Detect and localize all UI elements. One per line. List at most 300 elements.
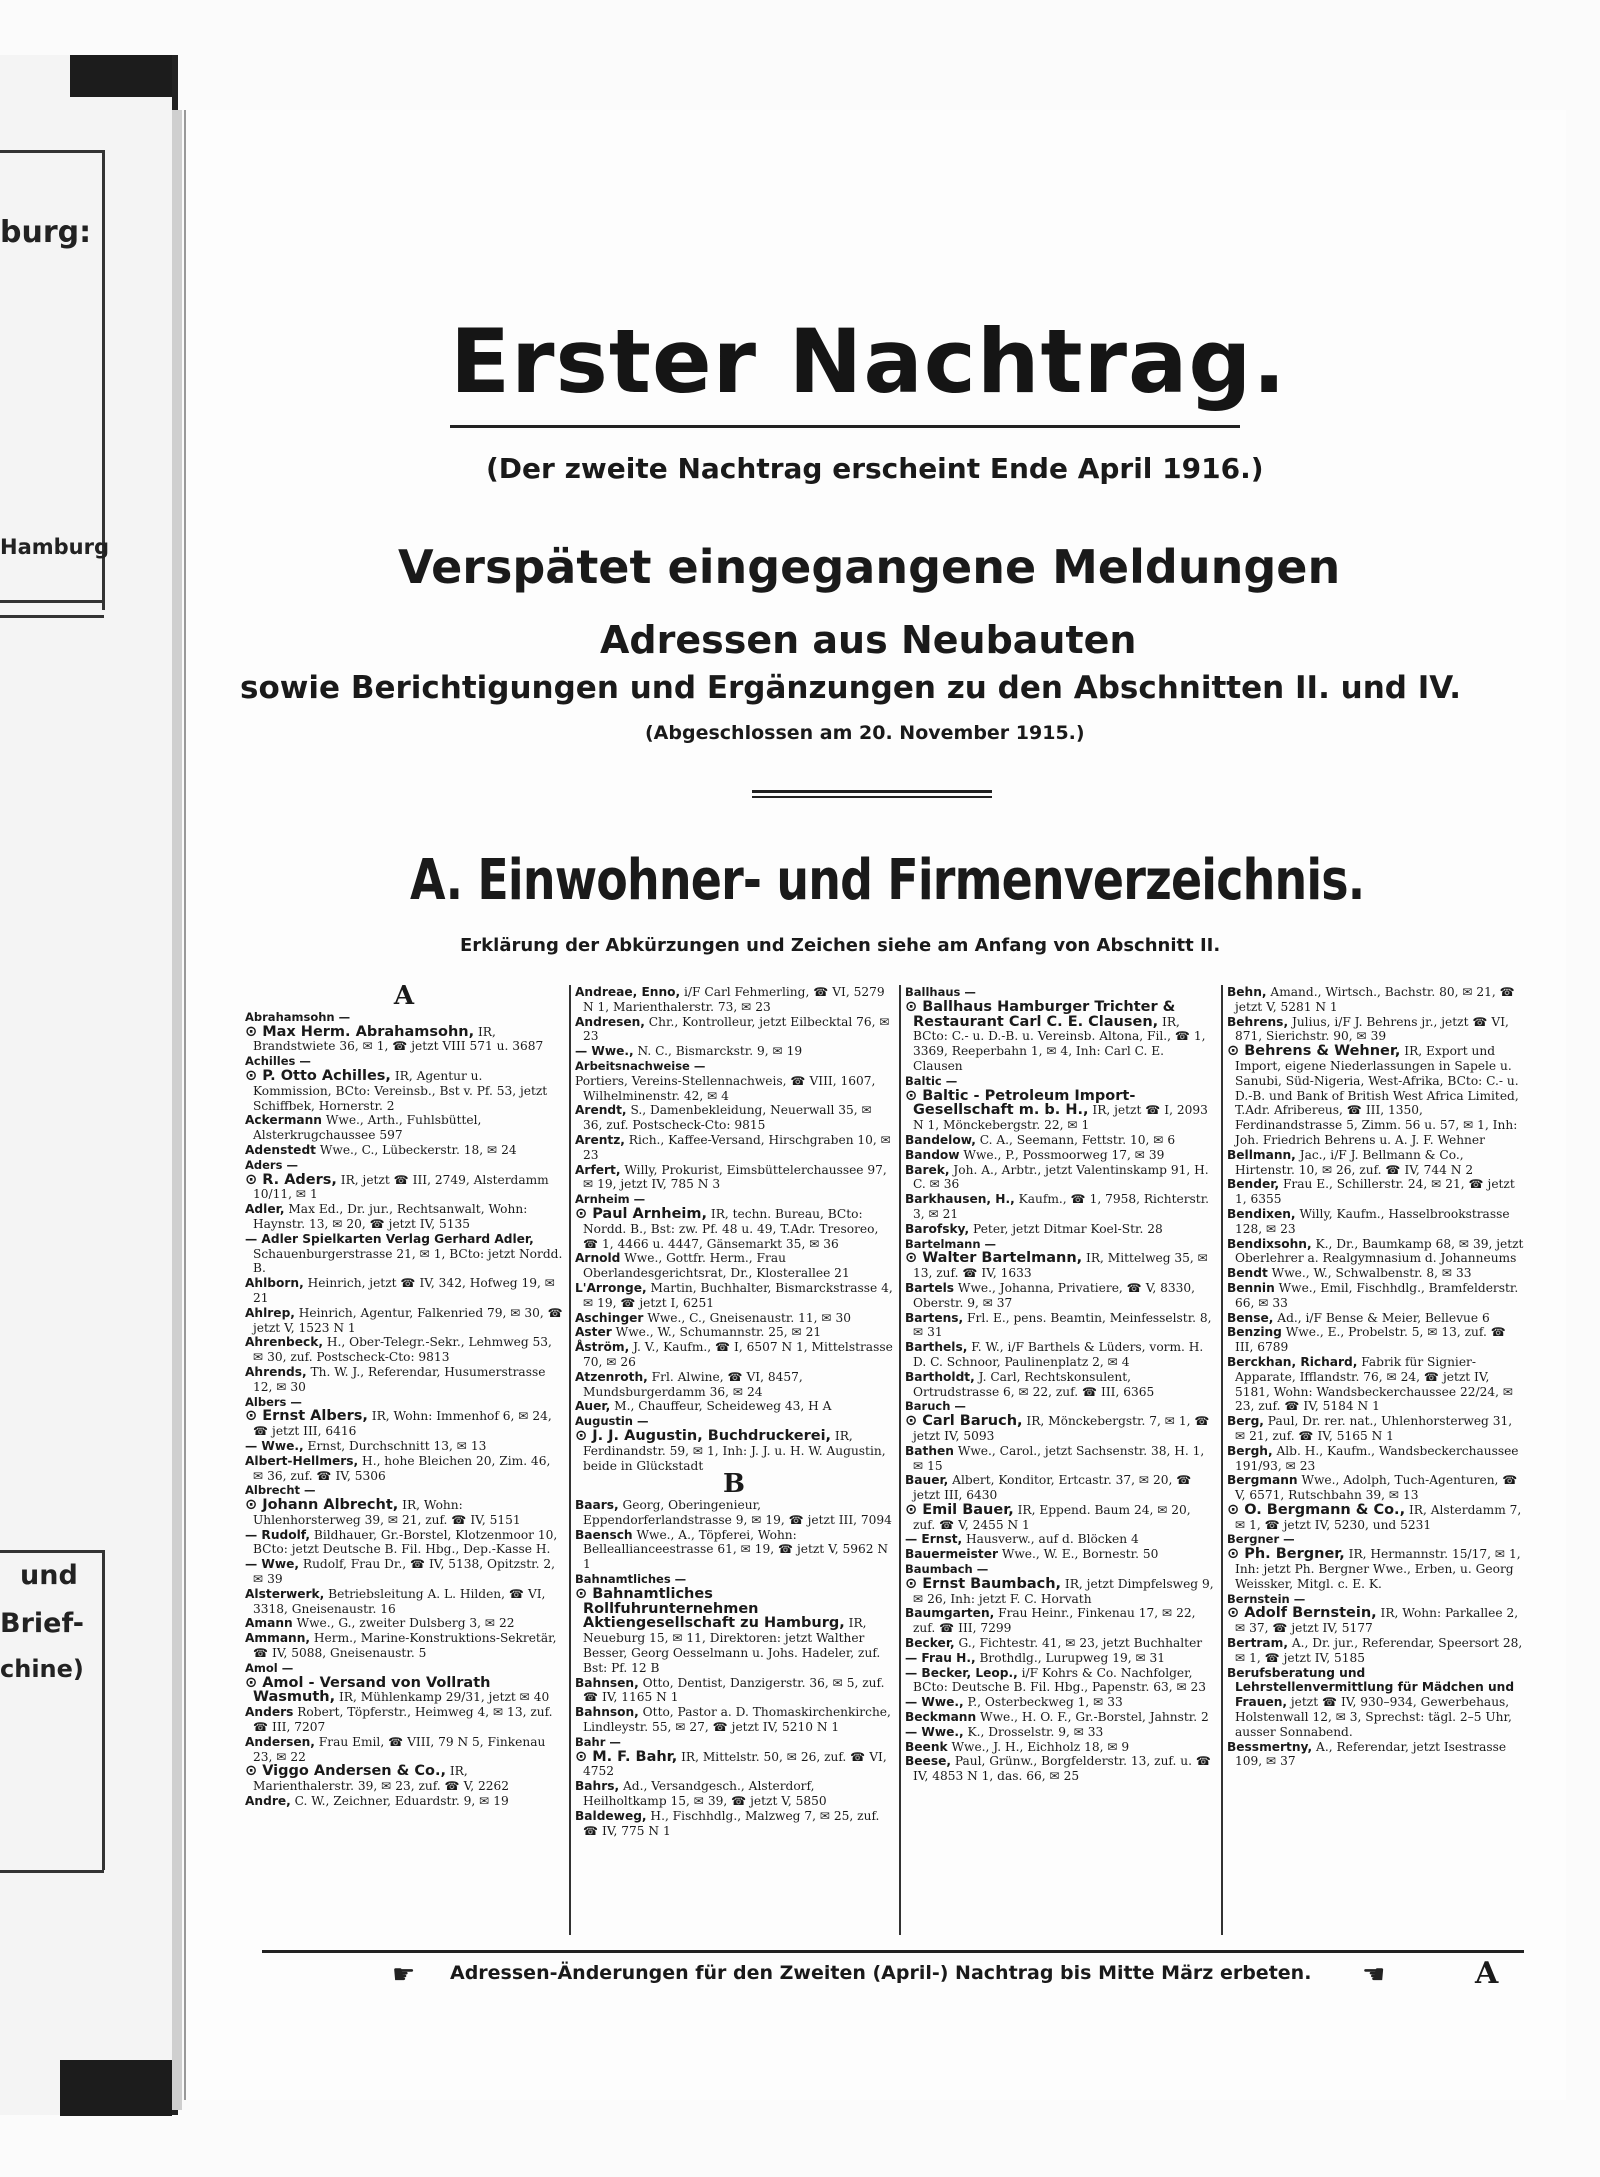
- directory-entry: [905, 1340, 1215, 1370]
- entry-name: — Wwe,: [245, 1557, 300, 1572]
- entry-name: Bahnsen,: [575, 1675, 639, 1690]
- entry-name: Bauer,: [905, 1473, 949, 1488]
- column-divider: [569, 985, 571, 1935]
- entry-name: Bandow: [905, 1147, 960, 1162]
- directory-entry: [905, 1606, 1215, 1636]
- entry-name: Amann: [245, 1616, 293, 1631]
- entry-details: A., Dr. jur., Referendar, Speersort 28, ✉ 1, ☎ jetzt IV, 5185: [1235, 1636, 1523, 1665]
- entry-name: — Adler Spielkarten Verlag Gerhard Adler,: [245, 1231, 534, 1246]
- directory-entry: [1227, 1044, 1525, 1148]
- entry-name: Andre,: [245, 1794, 291, 1809]
- directory-entry: [1227, 1325, 1525, 1355]
- entry-name: Baumgarten,: [905, 1606, 995, 1621]
- directory-entry: [905, 1547, 1215, 1562]
- entry-details: J. Carl, Rechtskonsulent, Ortrudstrasse 6, ✉ 22, zuf. ☎ III, 6365: [913, 1369, 1155, 1399]
- directory-entry: [575, 1528, 893, 1572]
- entry-name: Baensch: [575, 1527, 633, 1542]
- entry-name: ⊙ Emil Bauer,: [905, 1501, 1014, 1518]
- entry-name: Anders: [245, 1705, 294, 1720]
- entry-name: — Becker, Leop.,: [905, 1665, 1018, 1680]
- section-letter: B: [723, 1469, 745, 1500]
- entry-details: M., Chauffeur, Scheideweg 43, H A: [610, 1399, 832, 1414]
- directory-entry: [575, 1163, 893, 1193]
- entry-details: Herm., Marine-Konstruktions-Sekretär, ☎ IV, 5088, Gneisenaustr. 5: [253, 1631, 557, 1661]
- entry-name: Adler,: [245, 1202, 285, 1217]
- entry-details: IR, Mittelweg 35, ✉ 13, zuf. ☎ IV, 1633: [913, 1251, 1208, 1281]
- directory-entry: [245, 1306, 563, 1336]
- entry-details: Frau Emil, ☎ VIII, 79 N 5, Finkenau 23, ✉ 22: [253, 1734, 546, 1764]
- category-heading: Baruch —: [905, 1399, 966, 1414]
- entry-details: IR, Alsterdamm 7, ✉ 1, ☎ jetzt IV, 5230, und 5231: [1235, 1502, 1522, 1532]
- subtitle: (Der zweite Nachtrag erscheint Ende April 1916.): [486, 452, 1264, 485]
- entry-name: Andreae, Enno,: [575, 985, 681, 999]
- category-heading: Albrecht —: [245, 1483, 316, 1498]
- entry-name: Bartels: [905, 1280, 955, 1295]
- directory-entry: [905, 1473, 1215, 1503]
- directory-entry: [245, 1764, 563, 1794]
- entry-details: Wwe., A., Töpferei, Wohn: Belleallianceestrasse 61, ✉ 19, ☎ jetzt V, 5962 N 1: [583, 1527, 889, 1572]
- entry-name: Bennin: [1227, 1280, 1275, 1295]
- entry-details: Georg, Oberingenieur, Eppendorferlandstrasse 9, ✉ 19, ☎ jetzt III, 7094: [583, 1498, 892, 1527]
- entry-details: Rudolf, Frau Dr., ☎ IV, 5138, Opitzstr. 2, ✉ 39: [253, 1557, 556, 1587]
- entry-details: Wwe., G., zweiter Dulsberg 3, ✉ 22: [292, 1616, 515, 1631]
- entry-name: Ackermann: [245, 1113, 322, 1128]
- heading-late-reports: Verspätet eingegangene Meldungen: [398, 540, 1341, 594]
- directory-entry: [245, 1365, 563, 1395]
- directory-entry: [245, 1631, 563, 1661]
- entry-details: Paul, Dr. rer. nat., Uhlenhorsterweg 31, ✉ 21, zuf. ☎ IV, 5165 N 1: [1235, 1414, 1513, 1443]
- entry-details: Otto, Dentist, Danzigerstr. 36, ✉ 5, zuf. ☎ IV, 1165 N 1: [583, 1675, 885, 1705]
- entry-name: Auer,: [575, 1399, 611, 1414]
- category-heading: Ballhaus —: [905, 985, 976, 999]
- entry-details: Peter, jetzt Ditmar Koel-Str. 28: [969, 1221, 1163, 1236]
- entry-details: IR, Export und Import, eigene Niederlassungen in Sapele u. Sanubi, Süd-Nigeria, West-Afrika, BCto: C.- u. D.-B. und Bank of British West Africa Limited, T.Adr. Afribereus, ☎ III, 1350, Ferdinandstrasse 5, Zimm. 56 u. 57, ✉ 1, Inh: Joh. Friedrich Behrens u. A. J. F. Wehner: [1235, 1044, 1519, 1147]
- footer-section-letter: A: [1475, 1956, 1499, 1991]
- entry-name: Bendixen,: [1227, 1206, 1296, 1221]
- directory-entry: [575, 1676, 893, 1706]
- entry-details: IR, Agentur u. Kommission, BCto: Vereinsb., Bst v. Pf. 53, jetzt Schiffbek, Hornerstr. 2: [253, 1068, 548, 1113]
- directory-entry: [905, 1636, 1215, 1651]
- directory-entry: [905, 1163, 1215, 1193]
- entry-details: Chr., Kontrolleur, jetzt Eilbecktal 76, ✉ 23: [583, 1014, 890, 1044]
- directory-entry: [245, 1587, 563, 1617]
- directory-entry: [575, 1325, 893, 1340]
- directory-entry: [245, 1705, 563, 1735]
- directory-entry: [905, 1651, 1215, 1666]
- directory-entry: [575, 1015, 893, 1045]
- left-page-rule: [0, 150, 104, 153]
- entry-details: Paul, Grünw., Borgfelderstr. 13, zuf. u. ☎ IV, 4853 N 1, das. 66, ✉ 25: [913, 1754, 1212, 1784]
- entry-details: Fabrik für Signier-Apparate, Ifflandstr. 76, ✉ 24, ☎ jetzt IV, 5181, Wohn: Wandsbeckerchaussee 22/24, ✉ 23, zuf. ☎ IV, 5184 N 1: [1235, 1354, 1514, 1414]
- directory-column-3: [905, 985, 1215, 1935]
- entry-details: IR, Brandstwiete 36, ✉ 1, ☎ jetzt VIII 571 u. 3687: [253, 1024, 544, 1054]
- directory-entry: [1227, 1444, 1525, 1474]
- entry-name: Behn,: [1227, 985, 1267, 999]
- entry-details: Ad., Versandgesch., Alsterdorf, Heilholtkamp 15, ✉ 39, ☎ jetzt V, 5850: [583, 1779, 827, 1809]
- entry-details: Wwe., Emil, Fischhdlg., Bramfelderstr. 66, ✉ 33: [1235, 1280, 1519, 1310]
- entry-details: Rich., Kaffee-Versand, Hirschgraben 10, ✉ 23: [583, 1132, 891, 1162]
- entry-name: Andersen,: [245, 1734, 315, 1749]
- entry-name: — Wwe.,: [575, 1044, 634, 1059]
- directory-entry: [905, 1444, 1215, 1474]
- entry-name: ⊙ Ernst Baumbach,: [905, 1575, 1062, 1592]
- entry-details: i/F Kohrs & Co. Nachfolger, BCto: Deutsche B. Fil. Hbg., Papenstr. 63, ✉ 23: [913, 1665, 1207, 1695]
- entry-details: Julius, i/F J. Behrens jr., jetzt ☎ VI, 871, Sierichstr. 90, ✉ 39: [1235, 1014, 1509, 1044]
- entry-details: Wwe., P., Possmoorweg 17, ✉ 39: [959, 1147, 1165, 1162]
- section-title: A. Einwohner- und Firmenverzeichnis.: [410, 848, 1365, 913]
- entry-name: Ahrends,: [245, 1364, 307, 1379]
- entry-details: Frl. E., pens. Beamtin, Meinfesselstr. 8, ✉ 31: [913, 1310, 1212, 1340]
- entry-details: jetzt ☎ IV, 930–934, Gewerbehaus, Holstenwall 12, ✉ 3, Sprechst: tägl. 2–5 Uhr, ausser Sonnabend.: [1235, 1695, 1512, 1739]
- title-underline: [450, 425, 1240, 428]
- directory-entry: [905, 1192, 1215, 1222]
- pointing-hand-icon: ☚: [1362, 1960, 1386, 1990]
- entry-name: ⊙ Behrens & Wehner,: [1227, 1043, 1401, 1060]
- left-page-rule: [0, 615, 104, 618]
- directory-entry: [905, 1000, 1215, 1074]
- entry-name: Bandelow,: [905, 1132, 976, 1147]
- directory-entry: [575, 1251, 893, 1281]
- entry-name: ⊙ Walter Bartelmann,: [905, 1250, 1083, 1267]
- entry-name: Behrens,: [1227, 1014, 1289, 1029]
- entry-name: ⊙ R. Aders,: [245, 1171, 337, 1188]
- directory-entry: [245, 1735, 563, 1765]
- entry-name: ⊙ Baltic - Petroleum Import-Gesellschaft m. b. H.,: [905, 1087, 1136, 1119]
- category-heading: Achilles —: [245, 1054, 311, 1069]
- entry-details: Wwe., E., Probelstr. 5, ✉ 13, zuf. ☎ III, 6789: [1235, 1325, 1506, 1355]
- entry-details: Otto, Pastor a. D. Thomaskirchenkirche, Lindleystr. 55, ✉ 27, ☎ jetzt IV, 5210 N 1: [583, 1705, 891, 1735]
- entry-name: ⊙ Bahnamtliches Rollfuhrunternehmen Aktiengesellschaft zu Hamburg,: [575, 1585, 845, 1632]
- entry-name: Bathen: [905, 1443, 954, 1458]
- category-heading: Baumbach —: [905, 1562, 989, 1577]
- directory-entry: [905, 1695, 1215, 1710]
- entry-details: A., Referendar, jetzt Isestrasse 109, ✉ 37: [1235, 1739, 1507, 1769]
- entry-details: S., Damenbekleidung, Neuerwall 35, ✉ 36, zuf. Postscheck-Cto: 9815: [583, 1103, 872, 1133]
- entry-name: ⊙ Carl Baruch,: [905, 1413, 1023, 1430]
- category-heading: Albers —: [245, 1394, 302, 1409]
- directory-entry: [575, 1705, 893, 1735]
- entry-name: Baldeweg,: [575, 1808, 647, 1823]
- directory-columns: [245, 985, 1525, 1935]
- directory-entry: [1227, 1473, 1525, 1503]
- directory-entry: [905, 1148, 1215, 1163]
- entry-details: IR, Ferdinandstr. 59, ✉ 1, Inh: J. J. u. H. W. Augustin, beide in Glückstadt: [583, 1428, 886, 1473]
- heading-corrections: sowie Berichtigungen und Ergänzungen zu den Abschnitten II. und IV.: [240, 670, 1462, 706]
- entry-details: Ad., i/F Bense & Meier, Bellevue 6: [1273, 1310, 1490, 1325]
- entry-name: Bahnson,: [575, 1705, 639, 1720]
- entry-details: IR, techn. Bureau, BCto: Nordd. B., Bst: zw. Pf. 48 u. 49, T.Adr. Tresoreo, ☎ 1, 4466 u. 4447, Gänsemarkt 35, ✉ 36: [583, 1206, 879, 1251]
- entry-name: Ahlborn,: [245, 1276, 304, 1291]
- entry-details: Wwe., Adolph, Tuch-Agenturen, ☎ V, 6571, Rutschbahn 39, ✉ 13: [1235, 1473, 1518, 1503]
- entry-details: Kaufm., ☎ 1, 7958, Richterstr. 3, ✉ 21: [913, 1192, 1210, 1221]
- entry-name: Bauermeister: [905, 1547, 998, 1562]
- entry-details: H., hohe Bleichen 20, Zim. 46, ✉ 36, zuf. ☎ IV, 5306: [253, 1453, 551, 1483]
- directory-entry: [905, 1503, 1215, 1533]
- category-heading: Aders —: [245, 1157, 298, 1172]
- section-letter: A: [393, 985, 415, 1011]
- directory-entry: [245, 1498, 563, 1528]
- entry-details: Martin, Buchhalter, Bismarckstrasse 4, ✉ 19, ☎ jetzt I, 6251: [583, 1280, 893, 1310]
- entry-name: ⊙ J. J. Augustin, Buchdruckerei,: [575, 1427, 832, 1444]
- entry-name: Alsterwerk,: [245, 1586, 325, 1601]
- category-heading: Abrahamsohn —: [245, 1009, 351, 1024]
- entry-details: Heinrich, Agentur, Falkenried 79, ✉ 30, ☎ jetzt V, 1523 N 1: [253, 1305, 563, 1335]
- entry-details: Jac., i/F J. Bellmann & Co., Hirtenstr. 10, ✉ 26, zuf. ☎ IV, 744 N 2: [1235, 1147, 1474, 1177]
- entry-name: Bessmertny,: [1227, 1739, 1313, 1754]
- category-heading: Bergner —: [1227, 1532, 1295, 1547]
- directory-entry: [245, 1676, 563, 1706]
- entry-details: IR, jetzt ☎ I, 2093 N 1, Mönckebergstr. 22, ✉ 1: [913, 1103, 1208, 1133]
- directory-entry: [245, 1202, 563, 1232]
- entry-name: Arnold: [575, 1251, 621, 1266]
- entry-details: J. V., Kaufm., ☎ I, 6507 N 1, Mittelstrasse 70, ✉ 26: [583, 1340, 893, 1369]
- entry-name: ⊙ Ph. Bergner,: [1227, 1546, 1345, 1563]
- entry-name: Becker,: [905, 1636, 955, 1651]
- directory-entry: [1227, 1666, 1525, 1740]
- entry-details: IR, Wohn: Immenhof 6, ✉ 24, ☎ jetzt III, 6416: [253, 1409, 552, 1439]
- directory-entry: [905, 1281, 1215, 1311]
- directory-entry: [905, 1222, 1215, 1237]
- entry-details: IR, Wohn: Uhlenhorsterweg 39, ✉ 21, zuf. ☎ IV, 5151: [253, 1498, 521, 1527]
- directory-entry: [905, 1740, 1215, 1755]
- directory-entry: [575, 1207, 893, 1251]
- entry-details: IR, Mittelstr. 50, ✉ 26, zuf. ☎ VI, 4752: [583, 1749, 887, 1779]
- left-page-vrule: [102, 1550, 105, 1870]
- entry-details: Heinrich, jetzt ☎ IV, 342, Hofweg 19, ✉ 21: [253, 1276, 555, 1305]
- entry-details: Ernst, Durchschnitt 13, ✉ 13: [303, 1438, 487, 1453]
- entry-details: IR, Marienthalerstr. 39, ✉ 23, zuf. ☎ V, 2262: [253, 1764, 510, 1794]
- entry-details: Bildhauer, Gr.-Borstel, Klotzenmoor 10, BCto: jetzt Deutsche B. Fil. Hbg., Dep.-Kasse H.: [253, 1527, 558, 1557]
- entry-details: Max Ed., Dr. jur., Rechtsanwalt, Wohn: Haynstr. 13, ✉ 20, ☎ jetzt IV, 5135: [253, 1202, 528, 1231]
- entry-name: Adenstedt: [245, 1142, 316, 1157]
- directory-entry: [575, 1370, 893, 1400]
- entry-details: IR, Wohn: Parkallee 2, ✉ 37, ☎ jetzt IV, 5177: [1235, 1606, 1519, 1636]
- entry-name: Bartholdt,: [905, 1369, 975, 1384]
- entry-details: IR, Mönckebergstr. 7, ✉ 1, ☎ jetzt IV, 5093: [913, 1414, 1210, 1443]
- entry-details: N. C., Bismarckstr. 9, ✉ 19: [633, 1044, 803, 1059]
- entry-name: ⊙ Johann Albrecht,: [245, 1497, 399, 1514]
- directory-column-2: [575, 985, 893, 1935]
- entry-details: Alb. H., Kaufm., Wandsbeckerchaussee 191/93, ✉ 23: [1235, 1443, 1519, 1473]
- entry-name: — Wwe.,: [905, 1724, 964, 1739]
- entry-details: Schauenburgerstrasse 21, ✉ 1, BCto: jetzt Nordd. B.: [253, 1246, 563, 1276]
- entry-details: Wwe., J. H., Eichholz 18, ✉ 9: [947, 1739, 1130, 1754]
- directory-entry: [575, 1779, 893, 1809]
- entry-name: Bergmann: [1227, 1473, 1298, 1488]
- category-heading: Arnheim —: [575, 1192, 646, 1207]
- entry-details: Wwe., W., Schwalbenstr. 8, ✉ 33: [1267, 1266, 1472, 1281]
- entry-details: Hausverw., auf d. Blöcken 4: [962, 1532, 1139, 1547]
- entry-name: ⊙ Adolf Bernstein,: [1227, 1605, 1377, 1622]
- directory-entry: [245, 1173, 563, 1203]
- directory-entry: [245, 1232, 563, 1276]
- directory-entry: [245, 1616, 563, 1631]
- entry-name: Berufsberatung und Lehrstellenvermittlung für Mädchen und Frauen,: [1227, 1665, 1515, 1710]
- entry-details: H., Ober-Telegr.-Sekr., Lehmweg 53, ✉ 30, zuf. Postscheck-Cto: 9813: [253, 1335, 552, 1365]
- entry-name: Arentz,: [575, 1132, 625, 1147]
- category-heading: Arbeitsnachweise —: [575, 1058, 706, 1073]
- section-divider: [752, 790, 992, 798]
- directory-entry: [905, 1532, 1215, 1547]
- entry-name: Beckmann: [905, 1710, 977, 1725]
- directory-entry: [575, 1133, 893, 1163]
- category-heading: Bahnamtliches —: [575, 1572, 687, 1587]
- left-page-tab-top: [70, 55, 172, 97]
- entry-name: Bertram,: [1227, 1636, 1288, 1651]
- category-heading: Baltic —: [905, 1073, 958, 1088]
- directory-entry: [1227, 1177, 1525, 1207]
- entry-details: IR, Mühlenkamp 29/31, jetzt ✉ 40: [335, 1690, 550, 1705]
- entry-details: Wwe., W. E., Bornestr. 50: [997, 1547, 1159, 1562]
- entry-name: — Wwe.,: [245, 1438, 304, 1453]
- entry-name: ⊙ Paul Arnheim,: [575, 1205, 708, 1222]
- directory-entry: [575, 1809, 893, 1839]
- directory-entry: [905, 1414, 1215, 1444]
- directory-entry: [1227, 1237, 1525, 1267]
- heading-new-addresses: Adressen aus Neubauten: [600, 618, 1137, 662]
- left-page-tab-bottom: [60, 2060, 172, 2116]
- entry-name: ⊙ Ballhaus Hamburger Trichter & Restaurant Carl C. E. Clausen,: [905, 998, 1176, 1030]
- entry-name: Bendt: [1227, 1266, 1268, 1281]
- entry-name: Benzing: [1227, 1325, 1282, 1340]
- entry-details: Frl. Alwine, ☎ VI, 8457, Mundsburgerdamm 36, ✉ 24: [583, 1369, 803, 1399]
- entry-details: IR, Neueburg 15, ✉ 11, Direktoren: jetzt Walther Besser, Georg Oesselmann u. Johs. Hadeler, zuf. Bst: Pf. 12 B: [583, 1616, 881, 1675]
- entry-name: Beenk: [905, 1739, 948, 1754]
- entry-name: Bartens,: [905, 1310, 964, 1325]
- entry-name: Bellmann,: [1227, 1147, 1296, 1162]
- directory-entry: [575, 1399, 893, 1414]
- entry-name: Berckhan, Richard,: [1227, 1354, 1358, 1369]
- bottom-rule: [262, 1950, 1524, 1953]
- directory-entry: [575, 1587, 893, 1676]
- pointing-hand-icon: ☛: [392, 1960, 416, 1990]
- directory-entry: [905, 1754, 1215, 1784]
- entry-name: L'Arronge,: [575, 1280, 647, 1295]
- entry-details: G., Fichtestr. 41, ✉ 23, jetzt Buchhalter: [954, 1636, 1203, 1651]
- entry-details: Willy, Prokurist, Eimsbüttelerchaussee 97, ✉ 19, jetzt IV, 785 N 3: [583, 1162, 887, 1192]
- directory-entry: [1227, 1207, 1525, 1237]
- entry-name: — Frau H.,: [905, 1650, 976, 1665]
- entry-name: ⊙ Max Herm. Abrahamsohn,: [245, 1023, 475, 1040]
- directory-entry: [245, 1069, 563, 1113]
- entry-name: Barkhausen, H.,: [905, 1192, 1015, 1207]
- entry-details: Amand., Wirtsch., Bachstr. 80, ✉ 21, ☎ jetzt V, 5281 N 1: [1235, 985, 1515, 1014]
- entry-name: Barek,: [905, 1162, 950, 1177]
- entry-details: Robert, Töpferstr., Heimweg 4, ✉ 13, zuf. ☎ III, 7207: [253, 1705, 553, 1735]
- directory-entry: [1227, 985, 1525, 1015]
- entry-name: ⊙ P. Otto Achilles,: [245, 1067, 391, 1084]
- directory-entry: [575, 1750, 893, 1780]
- directory-entry: [245, 1794, 563, 1809]
- entry-details: IR, Eppend. Baum 24, ✉ 20, zuf. ☎ V, 2455 N 1: [913, 1502, 1191, 1532]
- left-page-text: chine): [0, 1655, 84, 1683]
- entry-details: IR, BCto: C.- u. D.-B. u. Vereinsb. Altona, Fil., ☎ 1, 3369, Reeperbahn 1, ✉ 4, Inh: Carl C. E. Clausen: [913, 1014, 1206, 1073]
- entry-details: Brothdlg., Lurupweg 19, ✉ 31: [975, 1650, 1166, 1665]
- entry-name: ⊙ O. Bergmann & Co.,: [1227, 1501, 1406, 1518]
- entry-details: C. A., Seemann, Fettstr. 10, ✉ 6: [975, 1132, 1176, 1147]
- entry-name: Barofsky,: [905, 1221, 970, 1236]
- directory-entry: [905, 1251, 1215, 1281]
- directory-entry: [575, 1340, 893, 1370]
- directory-entry: [1227, 1547, 1525, 1591]
- directory-entry: [575, 985, 893, 1015]
- entry-name: Berg,: [1227, 1414, 1264, 1429]
- directory-entry: [905, 1577, 1215, 1607]
- entry-name: ⊙ Amol - Versand von Vollrath Wasmuth,: [245, 1674, 491, 1706]
- entry-details: Wwe., Gottfr. Herm., Frau Oberlandesgerichtsrat, Dr., Klosterallee 21: [583, 1251, 850, 1281]
- directory-entry: [575, 1281, 893, 1311]
- entry-details: Portiers, Vereins-Stellennachweis, ☎ VIII, 1607, Wilhelminenstr. 42, ✉ 4: [575, 1073, 876, 1103]
- category-heading: Bartelmann —: [905, 1236, 997, 1251]
- directory-entry: [1227, 1355, 1525, 1414]
- directory-entry: [575, 1311, 893, 1326]
- directory-entry: [905, 1133, 1215, 1148]
- category-heading: Amol —: [245, 1660, 294, 1675]
- entry-name: Aster: [575, 1325, 612, 1340]
- directory-entry: [1227, 1740, 1525, 1770]
- directory-entry: [245, 1113, 563, 1143]
- directory-entry: [1227, 1503, 1525, 1533]
- entry-details: H., Fischhdlg., Malzweg 7, ✉ 25, zuf. ☎ IV, 775 N 1: [583, 1808, 880, 1838]
- entry-name: — Ernst,: [905, 1532, 963, 1547]
- entry-details: Frau E., Schillerstr. 24, ✉ 21, ☎ jetzt 1, 6355: [1235, 1177, 1515, 1207]
- directory-entry: [245, 1454, 563, 1484]
- entry-details: P., Osterbeckweg 1, ✉ 33: [963, 1695, 1123, 1710]
- entry-name: Arendt,: [575, 1103, 627, 1118]
- directory-entry: [1227, 1148, 1525, 1178]
- directory-entry: [1227, 1414, 1525, 1444]
- entry-details: IR, Hermannstr. 15/17, ✉ 1, Inh: jetzt Ph. Bergner Wwe., Erben, u. Georg Weissker, Mitgl. c. E. K.: [1235, 1547, 1521, 1591]
- entry-details: Wwe., C., Gneisenaustr. 11, ✉ 30: [643, 1310, 851, 1325]
- directory-entry: [905, 1370, 1215, 1400]
- entry-name: — Wwe.,: [905, 1695, 964, 1710]
- directory-entry: [245, 1025, 563, 1055]
- directory-entry: [1227, 1636, 1525, 1666]
- left-page-text: burg:: [0, 215, 92, 250]
- directory-entry: [245, 1276, 563, 1306]
- entry-name: Ahrenbeck,: [245, 1335, 324, 1350]
- directory-entry: [245, 1143, 563, 1158]
- entry-details: Wwe., W., Schumannstr. 25, ✉ 21: [611, 1325, 822, 1340]
- directory-entry: [905, 1666, 1215, 1696]
- entry-details: IR, jetzt Dimpfelsweg 9, ✉ 26, Inh: jetzt F. C. Horvath: [913, 1576, 1214, 1606]
- entry-details: Betriebsleitung A. L. Hilden, ☎ VI, 3318, Gneisenaustr. 16: [253, 1586, 546, 1616]
- entry-name: Bahrs,: [575, 1779, 620, 1794]
- entry-details: i/F Carl Fehmerling, ☎ VI, 5279 N 1, Marienthalerstr. 73, ✉ 23: [583, 985, 885, 1014]
- left-page-text: Hamburg: [0, 535, 109, 559]
- entry-name: Aschinger: [575, 1310, 644, 1325]
- directory-column-4: [1227, 985, 1525, 1935]
- entry-details: K., Dr., Baumkamp 68, ✉ 39, jetzt Oberlehrer a. Realgymnasium d. Johanneums: [1235, 1236, 1524, 1266]
- directory-entry: [575, 1103, 893, 1133]
- entry-details: IR, jetzt ☎ III, 2749, Alsterdamm 10/11, ✉ 1: [253, 1172, 549, 1202]
- directory-entry: [1227, 1015, 1525, 1045]
- directory-entry: [905, 1311, 1215, 1341]
- entry-details: Wwe., Carol., jetzt Sachsenstr. 38, H. 1, ✉ 15: [913, 1443, 1205, 1473]
- entry-name: Albert-Hellmers,: [245, 1453, 359, 1468]
- directory-entry: [245, 1528, 563, 1558]
- directory-entry: [905, 1710, 1215, 1725]
- entry-details: F. W., i/F Barthels & Lüders, vorm. H. D. C. Schnoor, Paulinenplatz 2, ✉ 4: [913, 1340, 1204, 1369]
- entry-details: Wwe., C., Lübeckerstr. 18, ✉ 24: [316, 1142, 517, 1157]
- column-divider: [1221, 985, 1223, 1935]
- entry-details: C. W., Zeichner, Eduardstr. 9, ✉ 19: [290, 1794, 509, 1809]
- page-gutter: [172, 110, 182, 2110]
- column-divider: [899, 985, 901, 1935]
- entry-name: Bense,: [1227, 1310, 1274, 1325]
- entry-name: Barthels,: [905, 1340, 968, 1355]
- entry-name: Bender,: [1227, 1177, 1280, 1192]
